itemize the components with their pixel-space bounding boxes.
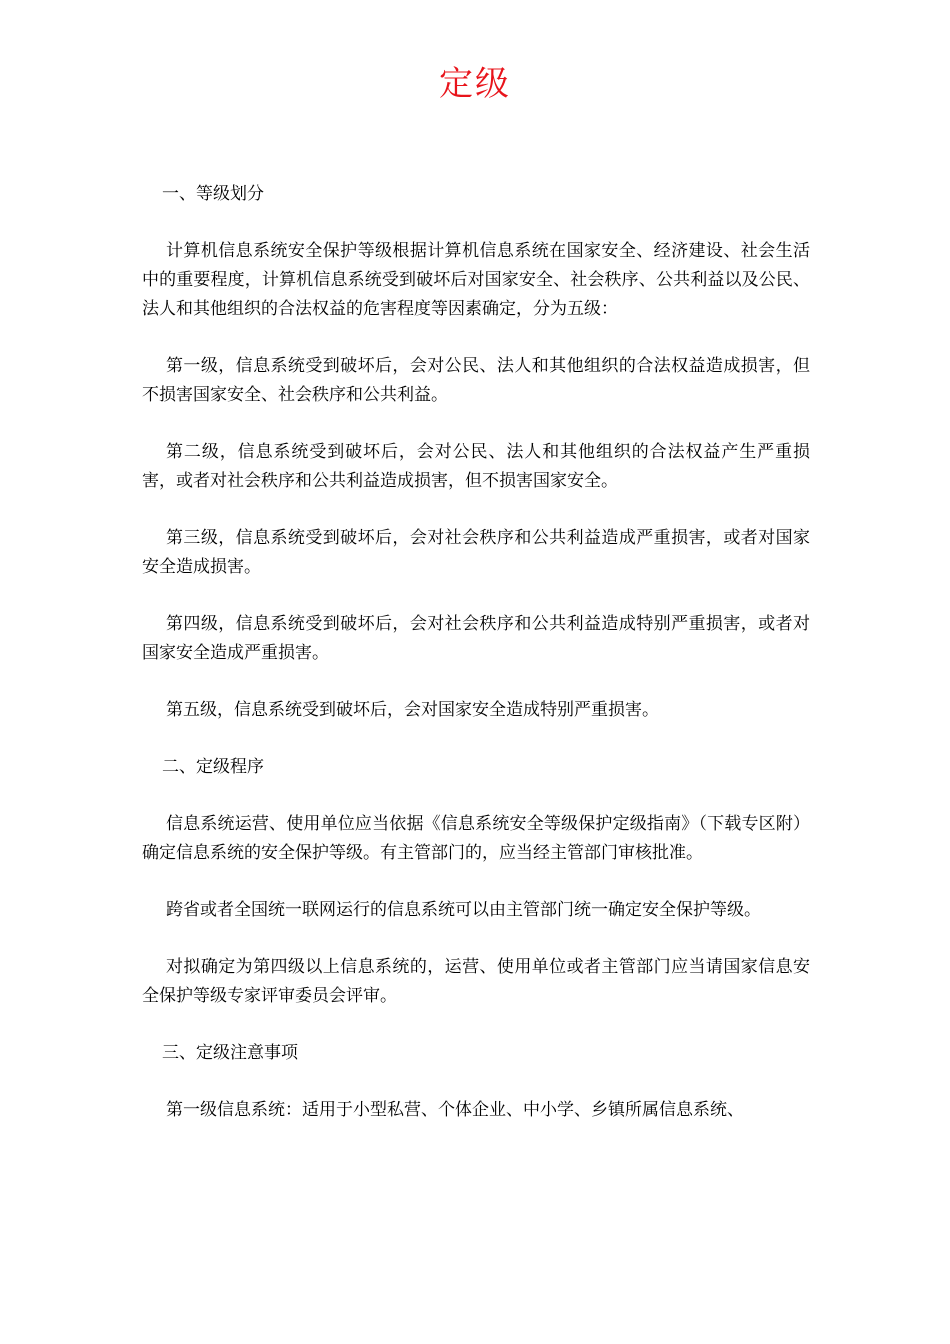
section-heading-notes: 三、定级注意事项 — [162, 1043, 298, 1063]
paragraph: 第一级信息系统：适用于小型私营、个体企业、中小学、乡镇所属信息系统、 — [166, 1100, 744, 1120]
section-heading-procedure: 二、定级程序 — [162, 757, 264, 777]
paragraph: 第三级，信息系统受到破坏后，会对社会秩序和公共利益造成严重损害，或者对国家安全造成损害。 — [142, 528, 810, 577]
paragraph: 第四级，信息系统受到破坏后，会对社会秩序和公共利益造成特别严重损害，或者对国家安全造成严重损害。 — [142, 614, 810, 663]
section-heading-grading: 一、等级划分 — [162, 184, 264, 204]
paragraph: 第一级，信息系统受到破坏后，会对公民、法人和其他组织的合法权益造成损害，但不损害国家安全、社会秩序和公共利益。 — [142, 356, 810, 405]
paragraph: 信息系统运营、使用单位应当依据《信息系统安全等级保护定级指南》（下载专区附）确定信息系统的安全保护等级。有主管部门的，应当经主管部门审核批准。 — [142, 814, 810, 863]
paragraph: 第二级，信息系统受到破坏后，会对公民、法人和其他组织的合法权益产生严重损害，或者对社会秩序和公共利益造成损害，但不损害国家安全。 — [142, 442, 810, 491]
paragraph: 对拟确定为第四级以上信息系统的，运营、使用单位或者主管部门应当请国家信息安全保护等级专家评审委员会评审。 — [142, 957, 810, 1006]
paragraph: 第五级，信息系统受到破坏后，会对国家安全造成特别严重损害。 — [166, 700, 659, 720]
document-body — [142, 180, 810, 1125]
paragraph: 跨省或者全国统一联网运行的信息系统可以由主管部门统一确定安全保护等级。 — [166, 900, 761, 920]
document-title: 定级 — [439, 64, 511, 104]
paragraph: 计算机信息系统安全保护等级根据计算机信息系统在国家安全、经济建设、社会生活中的重要程度，计算机信息系统受到破坏后对国家安全、社会秩序、公共利益以及公民、法人和其他组织的合法权益的危害程度等因素确定，分为五级： — [142, 241, 810, 319]
